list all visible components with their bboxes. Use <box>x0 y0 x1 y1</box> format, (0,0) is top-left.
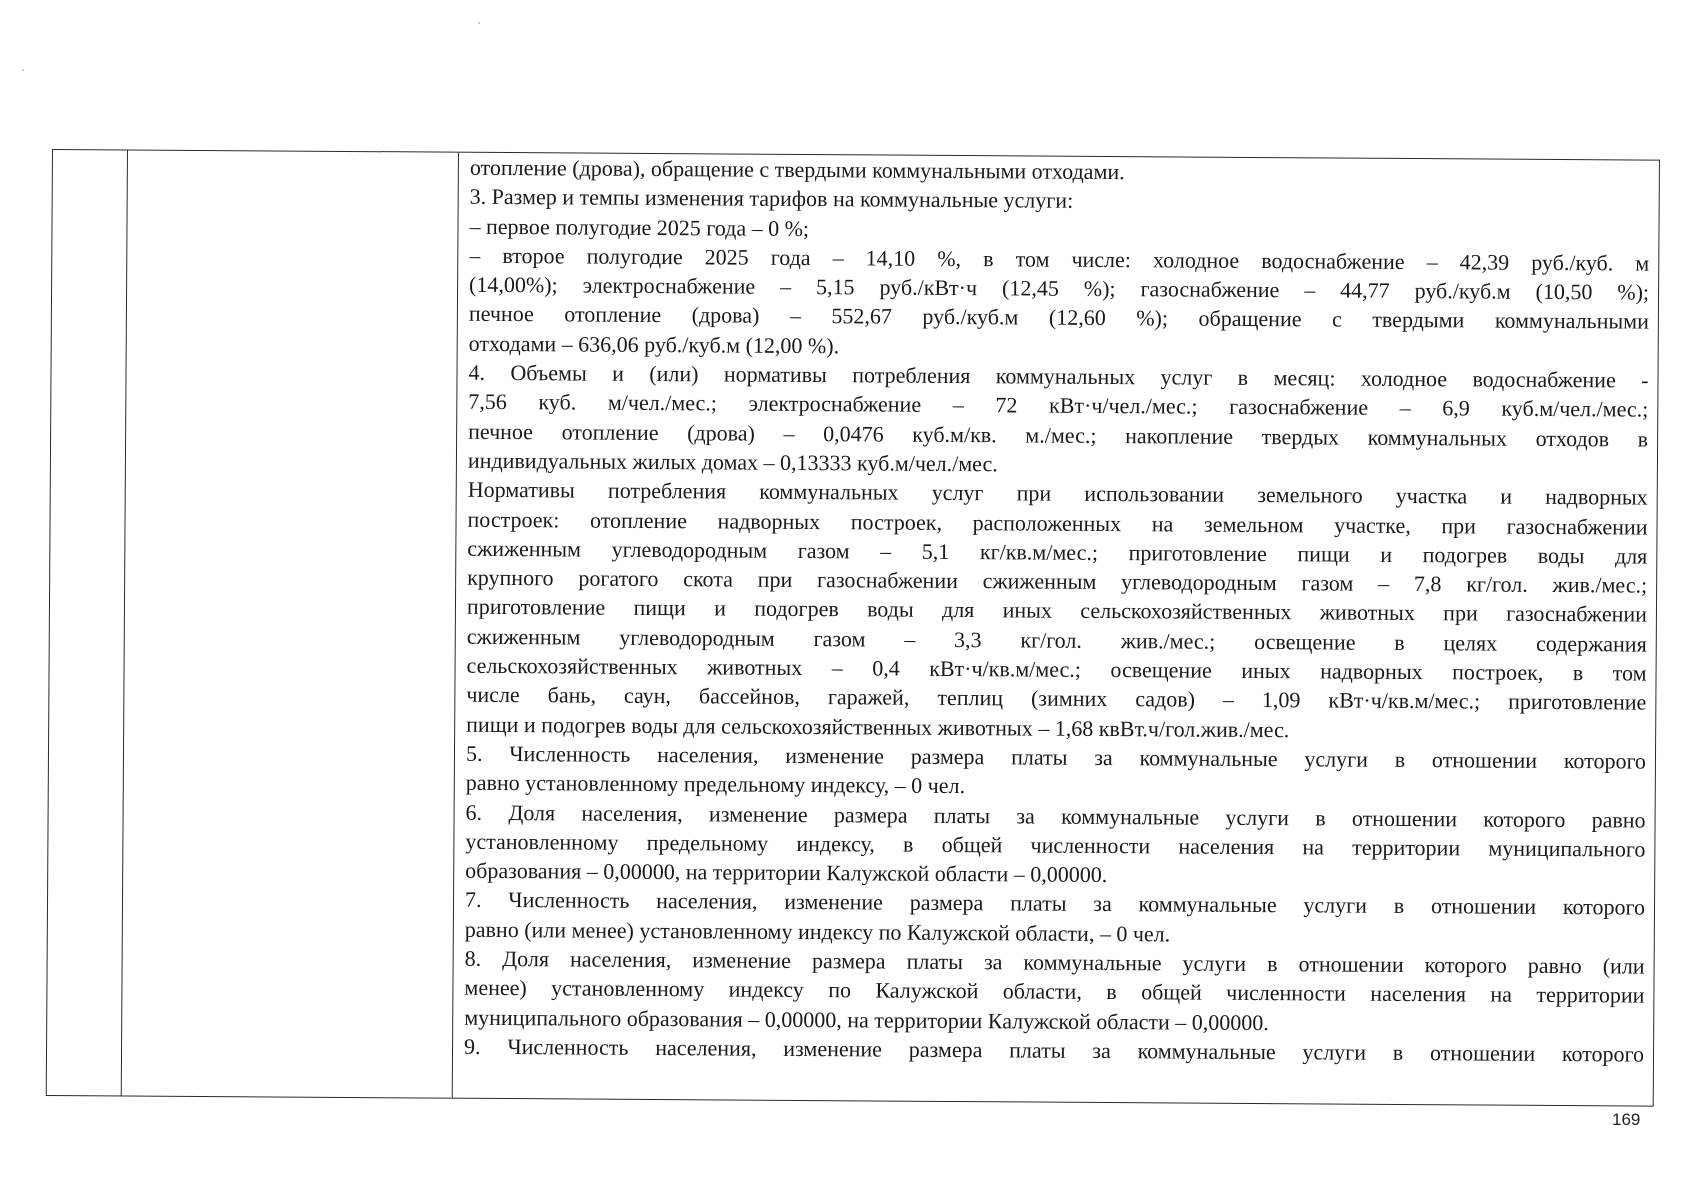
text-line: 5. Численность населения, изменение размера платы за коммунальные услуги в отношении которого <box>465 740 1647 774</box>
text-line: печное отопление (дрова) – 0,0476 куб.м/кв. м./мес.; накопление твердых коммунальных отходов в <box>468 418 1649 452</box>
scan-speck <box>22 69 24 71</box>
text-line: – первое полугодие 2025 года – 0 %; <box>469 213 810 241</box>
text-line: 9. Численность населения, изменение размера платы за коммунальные услуги в отношении которого <box>463 1033 1645 1067</box>
text-line: отходами – 636,06 руб./куб.м (12,00 %). <box>468 330 840 359</box>
text-line: приготовление пищи и подогрев воды для иных сельскохозяйственных животных при газоснабжении <box>466 594 1648 628</box>
document-table <box>46 149 1660 1107</box>
table-column-divider <box>121 150 128 1095</box>
text-line: 8. Доля населения, изменение размера платы за коммунальные услуги в отношении которого равно (или <box>464 945 1645 979</box>
text-line: (14,00%); электроснабжение – 5,15 руб./кВт·ч (12,45 %); газоснабжение – 44,77 руб./куб.м (10,50 %); <box>469 271 1650 305</box>
text-line: 3. Размер и темпы изменения тарифов на коммунальные услуги: <box>469 184 1074 214</box>
text-line: 7. Численность населения, изменение размера платы за коммунальные услуги в отношении которого <box>464 887 1646 921</box>
text-line: 4. Объемы и (или) нормативы потребления коммунальных услуг в месяц: холодное водоснабжение - <box>468 359 1649 393</box>
text-line: образования – 0,00000, на территории Калужской области – 0,00000. <box>465 857 1108 888</box>
text-line: сжиженным углеводородным газом – 3,3 кг/гол. жив./мес.; освещение в целях содержания <box>466 623 1647 657</box>
text-line: 6. Доля населения, изменение размера платы за коммунальные услуги в отношении которого равно <box>465 799 1646 833</box>
text-line: установленному предельному индексу, в общей численности населения на территории муниципального <box>465 828 1646 862</box>
scan-speck <box>478 22 480 24</box>
text-line: крупного рогатого скота при газоснабжении сжиженным углеводородным газом – 7,8 кг/гол. жив./мес.; <box>467 564 1648 598</box>
text-line: равно (или менее) установленному индексу по Калужской области, – 0 чел. <box>464 916 1171 947</box>
table-text-cell <box>456 153 1659 1106</box>
text-line: муниципального образования – 0,00000, на территории Калужской области – 0,00000. <box>464 1004 1269 1035</box>
text-line: отопление (дрова), обращение с твердыми коммунальными отходами. <box>469 154 1125 185</box>
text-line: равно установленному предельному индексу, – 0 чел. <box>465 769 966 799</box>
text-line: построек: отопление надворных построек, расположенных на земельном участке, при газоснабжении <box>467 506 1648 540</box>
text-line: числе бань, саун, бассейнов, гаражей, теплиц (зимних садов) – 1,09 кВт·ч/кв.м/мес.; приготовление <box>466 682 1647 715</box>
text-line: сельскохозяйственных животных – 0,4 кВт·ч/кв.м/мес.; освещение иных надворных построек, в том <box>466 652 1647 686</box>
text-line: 7,56 куб. м/чел./мес.; электроснабжение – 72 кВт·ч/чел./мес.; газоснабжение – 6,9 куб.м/чел./мес.; <box>468 389 1649 422</box>
text-line: – второе полугодие 2025 года – 14,10 %, в том числе: холодное водоснабжение – 42,39 руб./куб. м <box>469 242 1650 276</box>
text-line: сжиженным углеводородным газом – 5,1 кг/кв.м/мес.; приготовление пищи и подогрев воды для <box>467 535 1648 569</box>
text-line: печное отопление (дрова) – 552,67 руб./куб.м (12,60 %); обращение с твердыми коммунальными <box>468 301 1649 335</box>
text-line: Нормативы потребления коммунальных услуг при использовании земельного участка и надворных <box>467 477 1648 510</box>
text-line: пищи и подогрев воды для сельскохозяйственных животных – 1,68 квВт.ч/гол.жив./мес. <box>466 711 1290 742</box>
text-line: менее) установленному индексу по Калужской области, в общей численности населения на территории <box>464 975 1645 1008</box>
text-line: индивидуальных жилых домах – 0,13333 куб.м/чел./мес. <box>467 447 998 477</box>
page-number: 169 <box>1612 1110 1641 1129</box>
